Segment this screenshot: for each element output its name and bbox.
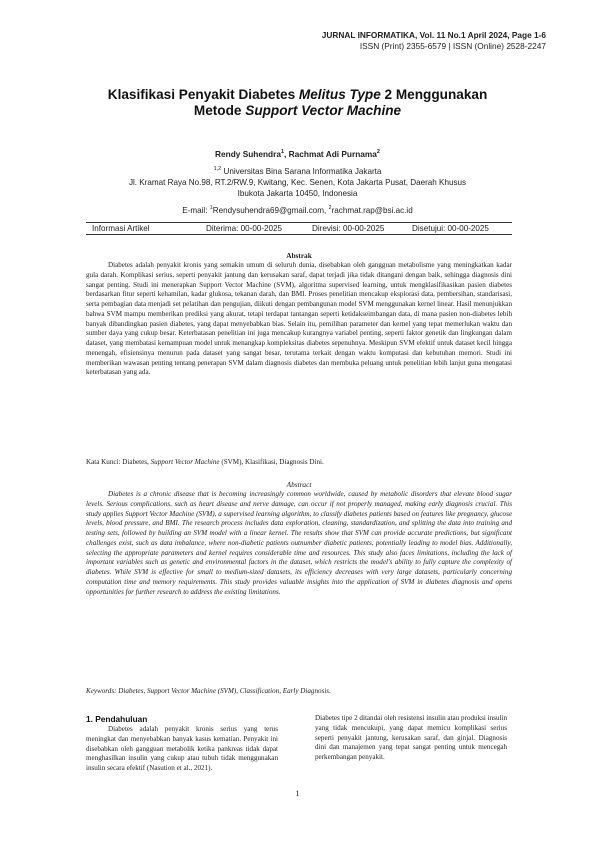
info-label: Informasi Artikel [92,224,150,233]
email-prefix: E-mail: [182,206,210,215]
email-address[interactable]: Rendysuhendra69@gmail.com [212,206,325,215]
keywords [86,687,512,697]
title-part: Klasifikasi Penyakit Diabetes [107,87,299,102]
author-name: Rendy Suhendra [215,149,281,159]
info-revised: Direvisi: 00-00-2025 [312,224,385,233]
kata-kunci-label: Kata Kunci: Diabetes, [86,458,151,466]
affil-line: Ibukota Jakarta 10450, Indonesia [237,188,358,198]
email-sep: , [324,206,329,215]
email-sup: 1 [209,205,213,211]
affil-line: Jl. Kramat Raya No.98, RT.2/RW.9, Kwitang, Kec. Senen, Kota Jakarta Pusat, Daerah Khusus [128,177,467,187]
info-accepted: Disetujui: 00-00-2025 [412,224,489,233]
article-info-bar [86,222,512,235]
affil-sup: 1,2 [213,166,222,172]
abstract-body: Diabetes is a chronic disease that is becoming increasingly common worldwide, caused by metabolic disorders that elevate blood sugar levels. Serious complications, such as heart disease and nerve damage, can occur if not properly managed, making early diagnosis crucial. This study applies Support Vector Machine (SVM), a supervised learning algorithm, to classify diabetes patients based on features like pregnancy, glucose levels, blood pressure, and BMI. The research process includes data exploration, cleaning, standardization, and splitting the data into training and testing sets, followed by building an SVM model with a linear kernel. The results show that SVM can provide accurate predictions, but significant challenges exist, such as data imbalance, where non-diabetic patients outnumber diabetic patients, potentially leading to model bias. Additionally, selecting the appropriate parameters and kernel requires considerable time and resources. This study also faces limitations, including the lack of important variables such as genetic and environmental factors in the dataset, which restricts the model's ability to fully capture the complexity of diabetes. While SVM is effective for small to medium-sized datasets, its efficiency decreases with very large datasets, particularly concerning computation time and memory requirements. This study provides valuable insights into the application of SVM in diabetes diagnosis and opens opportunities for further research to address the existing limitations. [86,490,512,596]
intro-left-column: Diabetes adalah penyakit kronis serius yang terus meningkat dan menyebabkan banyak kasus kematian. Penyakit ini disebabkan oleh gangguan metabolik ketika pankreas tidak dapat menghasilkan insulin yang cukup atau tubuh tidak menggunakan insulin secara efektif (Nasution et al., 2021). [86,725,278,772]
paper-title [40,87,555,119]
info-received: Diterima: 00-00-2025 [206,224,283,233]
author-name: , Rachmat Adi Purnama [284,149,377,159]
kata-kunci-rest: (SVM), Klasifikasi, Diagnosis Dini. [219,458,324,466]
title-part: Metode [193,103,246,118]
abstrak-heading: Abstrak [286,251,312,260]
affil-line: Universitas Bina Sarana Informatika Jakarta [221,167,382,176]
title-part-italic: Support Vector Machine [245,103,402,118]
affiliation [40,167,555,199]
kata-kunci [86,458,512,468]
author-sup: 1 [280,149,285,155]
abstrak-body: Diabetes adalah penyakit kronis yang semakin umum di seluruh dunia, disebabkan oleh gangguan metabolisme yang meningkatkan kadar gula darah. Komplikasi serius, seperti penyakit jantung dan kerusakan saraf, dapat terjadi jika tidak ditangani dengan baik, sehingga diagnosis dini sangat penting. Studi ini menerapkan Support Vector Machine (SVM), algoritma supervised learning, untuk mengklasifikasikan pasien diabetes berdasarkan fitur seperti kehamilan, kadar glukosa, tekanan darah, dan BMI. Proses penelitian mencakup eksplorasi data, pembersihan, standarisasi, serta pembagian data menjadi set pelatihan dan pengujian, diikuti dengan pembangunan model SVM menggunakan kernel linear. Hasil menunjukkan bahwa SVM mampu memberikan prediksi yang akurat, tetapi terdapat tantangan seperti ketidakseimbangan data, di mana pasien non-diabetes lebih banyak dibandingkan pasien diabetes, yang dapat menyebabkan bias. Selain itu, pemilihan parameter dan kernel yang tepat memerlukan waktu dan sumber daya yang cukup besar. Keterbatasan penelitian ini juga mencakup kurangnya variabel penting, seperti faktor genetik dan lingkungan dalam dataset, yang membatasi kemampuan model untuk menangkap kompleksitas diabetes sepenuhnya. Meskipun SVM efektif untuk dataset kecil hingga menengah, efisiensinya menurun pada dataset yang sangat besar, terutama terkait dengan waktu komputasi dan kebutuhan memori. Studi ini memberikan wawasan penting tentang penerapan SVM dalam diagnosis diabetes dan membuka peluang untuk penelitian lebih lanjut guna mengatasi keterbatasan yang ada. [86,261,512,377]
email-sup: 2 [328,205,332,211]
section-heading: 1. Pendahuluan [86,714,148,724]
page-number: 1 [295,788,300,798]
intro-right-column: Diabetes tipe 2 ditandai oleh resistensi insulin atau produksi insulin yang tidak mencukupi, yang dapat memicu komplikasi serius seperti penyakit jantung, kerusakan saraf, dan ginjal. Diagnosis dini dan manajemen yang tepat sangat penting untuk mencegah perkembangan penyakit. [315,714,507,761]
journal-header [126,30,546,52]
email-address[interactable]: rachmat.rap@bsi.ac.id [331,206,413,215]
keywords-text: Keywords: Diabetes, Support Vector Machine (SVM), Classification, Early Diagnosis. [86,687,331,695]
journal-issn: ISSN (Print) 2355-6579 | ISSN (Online) 2528-2247 [359,41,546,51]
abstract-heading: Abstract [286,480,312,489]
title-part-italic: Melitus Type [298,87,381,102]
journal-citation: JURNAL INFORMATIKA, Vol. 11 No.1 April 2024, Page 1-6 [321,30,546,40]
author-list [40,149,555,159]
title-part: 2 Menggunakan [380,87,488,102]
author-sup: 2 [376,149,380,155]
kata-kunci-italic: Support Vector Machine [150,458,220,466]
email-line [40,206,555,215]
